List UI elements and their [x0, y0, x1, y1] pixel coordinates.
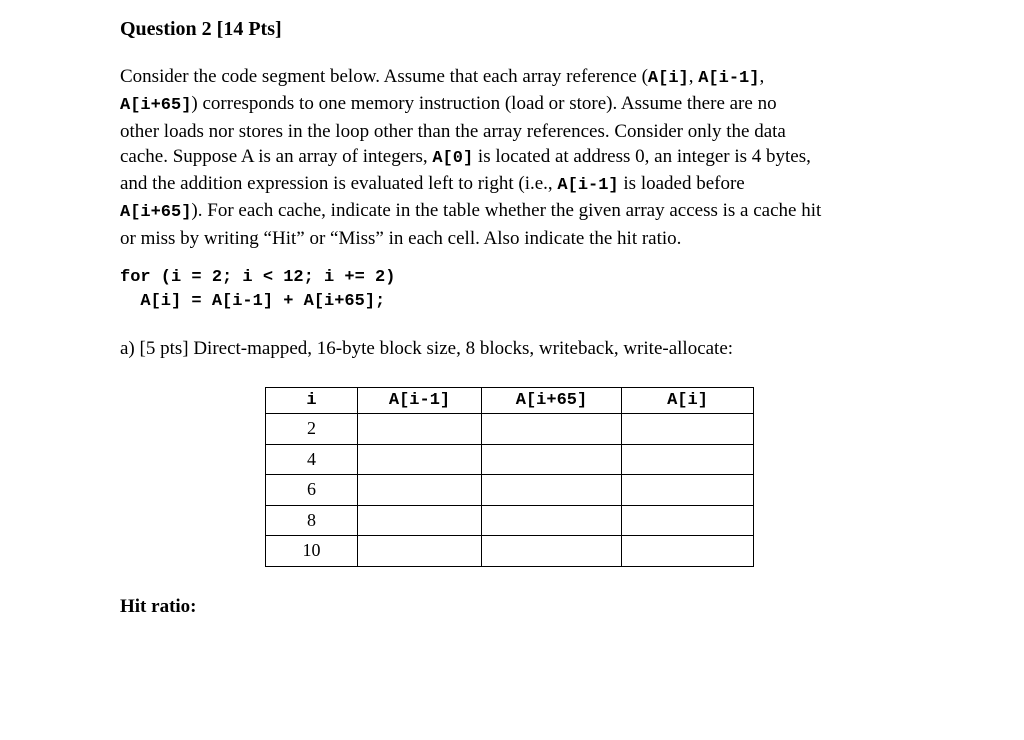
code-line-body: A[i] = A[i-1] + A[i+65];: [120, 292, 386, 311]
description-line: Consider the code segment below. Assume that each array reference (A[i], A[i-1],: [120, 66, 765, 88]
code-block: [120, 266, 395, 314]
header-a-i-plus-65: A[i+65]: [482, 388, 622, 414]
cell-a-i-minus-1[interactable]: [358, 475, 482, 506]
code-line-loop: for (i = 2; i < 12; i += 2): [120, 268, 396, 287]
question-description: [120, 64, 910, 251]
cell-i: 4: [266, 444, 358, 475]
code-ref: A[i+65]: [120, 203, 192, 223]
cell-a-i-minus-1[interactable]: [358, 536, 482, 567]
description-line: other loads nor stores in the loop other than the array references. Consider only the data: [120, 120, 786, 142]
cache-access-table: [265, 387, 754, 567]
code-ref: A[i-1]: [557, 176, 619, 196]
description-line: and the addition expression is evaluated left to right (i.e., A[i-1] is loaded before: [120, 173, 745, 196]
cell-a-i-minus-1[interactable]: [358, 414, 482, 445]
table-header-row: [266, 388, 754, 414]
table-row: [266, 536, 754, 567]
code-ref: A[i]: [647, 69, 689, 88]
header-i: i: [266, 388, 358, 414]
description-line: A[i+65]). For each cache, indicate in the table whether the given array access is a cache hit: [120, 200, 822, 223]
cell-i: 6: [266, 475, 358, 506]
cell-a-i-plus-65[interactable]: [482, 536, 622, 567]
code-ref: A[i-1]: [698, 69, 760, 88]
cell-a-i-plus-65[interactable]: [482, 444, 622, 475]
cell-a-i[interactable]: [622, 505, 754, 536]
table-row: [266, 475, 754, 506]
table-row: [266, 444, 754, 475]
table-row: [266, 505, 754, 536]
cell-i: 2: [266, 414, 358, 445]
header-a-i-minus-1: A[i-1]: [358, 388, 482, 414]
cell-a-i-minus-1[interactable]: [358, 505, 482, 536]
cell-a-i-plus-65[interactable]: [482, 505, 622, 536]
cell-a-i-minus-1[interactable]: [358, 444, 482, 475]
cell-a-i[interactable]: [622, 444, 754, 475]
hit-ratio-label: Hit ratio:: [120, 596, 197, 617]
cell-a-i[interactable]: [622, 475, 754, 506]
table-row: [266, 414, 754, 445]
cell-a-i[interactable]: [622, 414, 754, 445]
cell-i: 8: [266, 505, 358, 536]
cell-a-i-plus-65[interactable]: [482, 475, 622, 506]
cell-a-i[interactable]: [622, 536, 754, 567]
description-line: A[i+65]) corresponds to one memory instruction (load or store). Assume there are no: [120, 93, 777, 116]
code-ref: A[i+65]: [120, 96, 192, 116]
question-title: Question 2 [14 Pts]: [120, 18, 282, 40]
description-line: cache. Suppose A is an array of integers, A[0] is located at address 0, an integer is 4 bytes,: [120, 145, 811, 168]
cell-i: 10: [266, 536, 358, 567]
part-a-heading: a) [5 pts] Direct-mapped, 16-byte block size, 8 blocks, writeback, write-allocate:: [120, 338, 734, 359]
cell-a-i-plus-65[interactable]: [482, 414, 622, 445]
code-ref: A[0]: [432, 148, 474, 168]
description-line: or miss by writing “Hit” or “Miss” in each cell. Also indicate the hit ratio.: [120, 227, 682, 249]
header-a-i: A[i]: [622, 388, 754, 414]
